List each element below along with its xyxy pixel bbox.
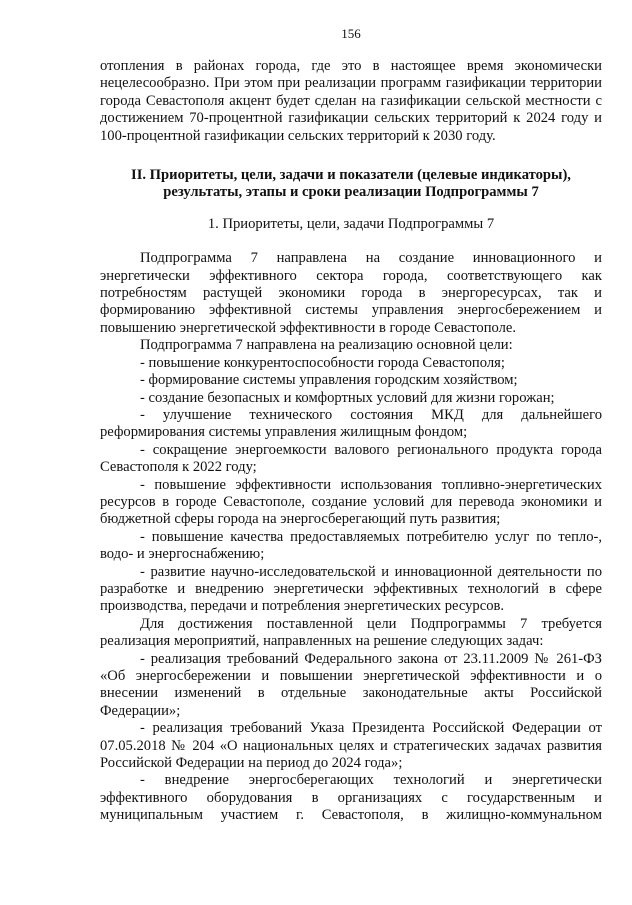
task-item-energy-saving-tech: - внедрение энергосберегающих технологий и энергетически эффективного оборудования в организациях с государственным и муниципальным участием г. Севастополя, в жилищно-коммунальном xyxy=(100,772,602,824)
goal-item-energy-intensity: - сокращение энергоемкости валового регионального продукта города Севастополя к 2022 году; xyxy=(100,441,602,476)
goal-item-safe-conditions: - создание безопасных и комфортных условий для жизни горожан; xyxy=(140,389,555,406)
section-title-line-1: II. Приоритеты, цели, задачи и показатели (целевые индикаторы), xyxy=(131,167,571,184)
subsection-title: 1. Приоритеты, цели, задачи Подпрограммы 7 xyxy=(207,215,495,232)
paragraph-subprogram-purpose: Подпрограмма 7 направлена на создание инновационного и энергетически эффективного сектора города, соответствующего как потребностям растущей экономики города в энергоресурсах, так и формированию эффективной системы управления энергосбережением и повышению энергетической эффективности в городе Севастополе. xyxy=(100,250,602,336)
goal-item-management-system: - формирование системы управления городским хозяйством; xyxy=(140,372,518,389)
intro-paragraph: отопления в районах города, где это в настоящее время экономически нецелесообразно. При этом при реализации программ газификации территории города Севастополя акцент будет сделан на газификации сельской местности с достижением 70-процентной газификации сельских территорий к 2024 году и 100-процентной газификации сельских территорий к 2030 году. xyxy=(100,58,602,144)
goal-item-mkd-condition: - улучшение технического состояния МКД для дальнейшего реформирования системы управления жилищным фондом; xyxy=(100,406,602,441)
section-title xyxy=(100,167,602,202)
goal-item-research: - развитие научно-исследовательской и инновационной деятельности по разработке и внедрению энергетически эффективных технологий в сфере производства, передачи и потребления энергетических ресурсов. xyxy=(100,563,602,615)
task-item-presidential-decree: - реализация требований Указа Президента Российской Федерации от 07.05.2018 № 204 «О национальных целях и стратегических задачах развития Российской Федерации на период до 2024 года»; xyxy=(100,720,602,772)
paragraph-tasks-intro: Для достижения поставленной цели Подпрограммы 7 требуется реализация мероприятий, направленных на решение следующих задач: xyxy=(100,615,602,650)
goal-item-fuel-efficiency: - повышение эффективности использования топливно-энергетических ресурсов в городе Севастополе, создание условий для перевода экономики и бюджетной сферы города на энергосберегающий путь развития; xyxy=(100,476,602,528)
goal-item-competitiveness: - повышение конкурентоспособности города Севастополя; xyxy=(140,354,505,371)
paragraph-main-goal: Подпрограмма 7 направлена на реализацию основной цели: xyxy=(140,337,513,354)
goal-item-service-quality: - повышение качества предоставляемых потребителю услуг по тепло-, водо- и энергоснабжению; xyxy=(100,528,602,563)
task-item-federal-law: - реализация требований Федерального закона от 23.11.2009 № 261-ФЗ «Об энергосбережении и повышении энергетической эффективности и о внесении изменений в отдельные законодательные акты Российской Федерации»; xyxy=(100,650,602,719)
section-title-line-2: результаты, этапы и сроки реализации Подпрограммы 7 xyxy=(163,184,539,201)
page-number: 156 xyxy=(341,26,361,41)
